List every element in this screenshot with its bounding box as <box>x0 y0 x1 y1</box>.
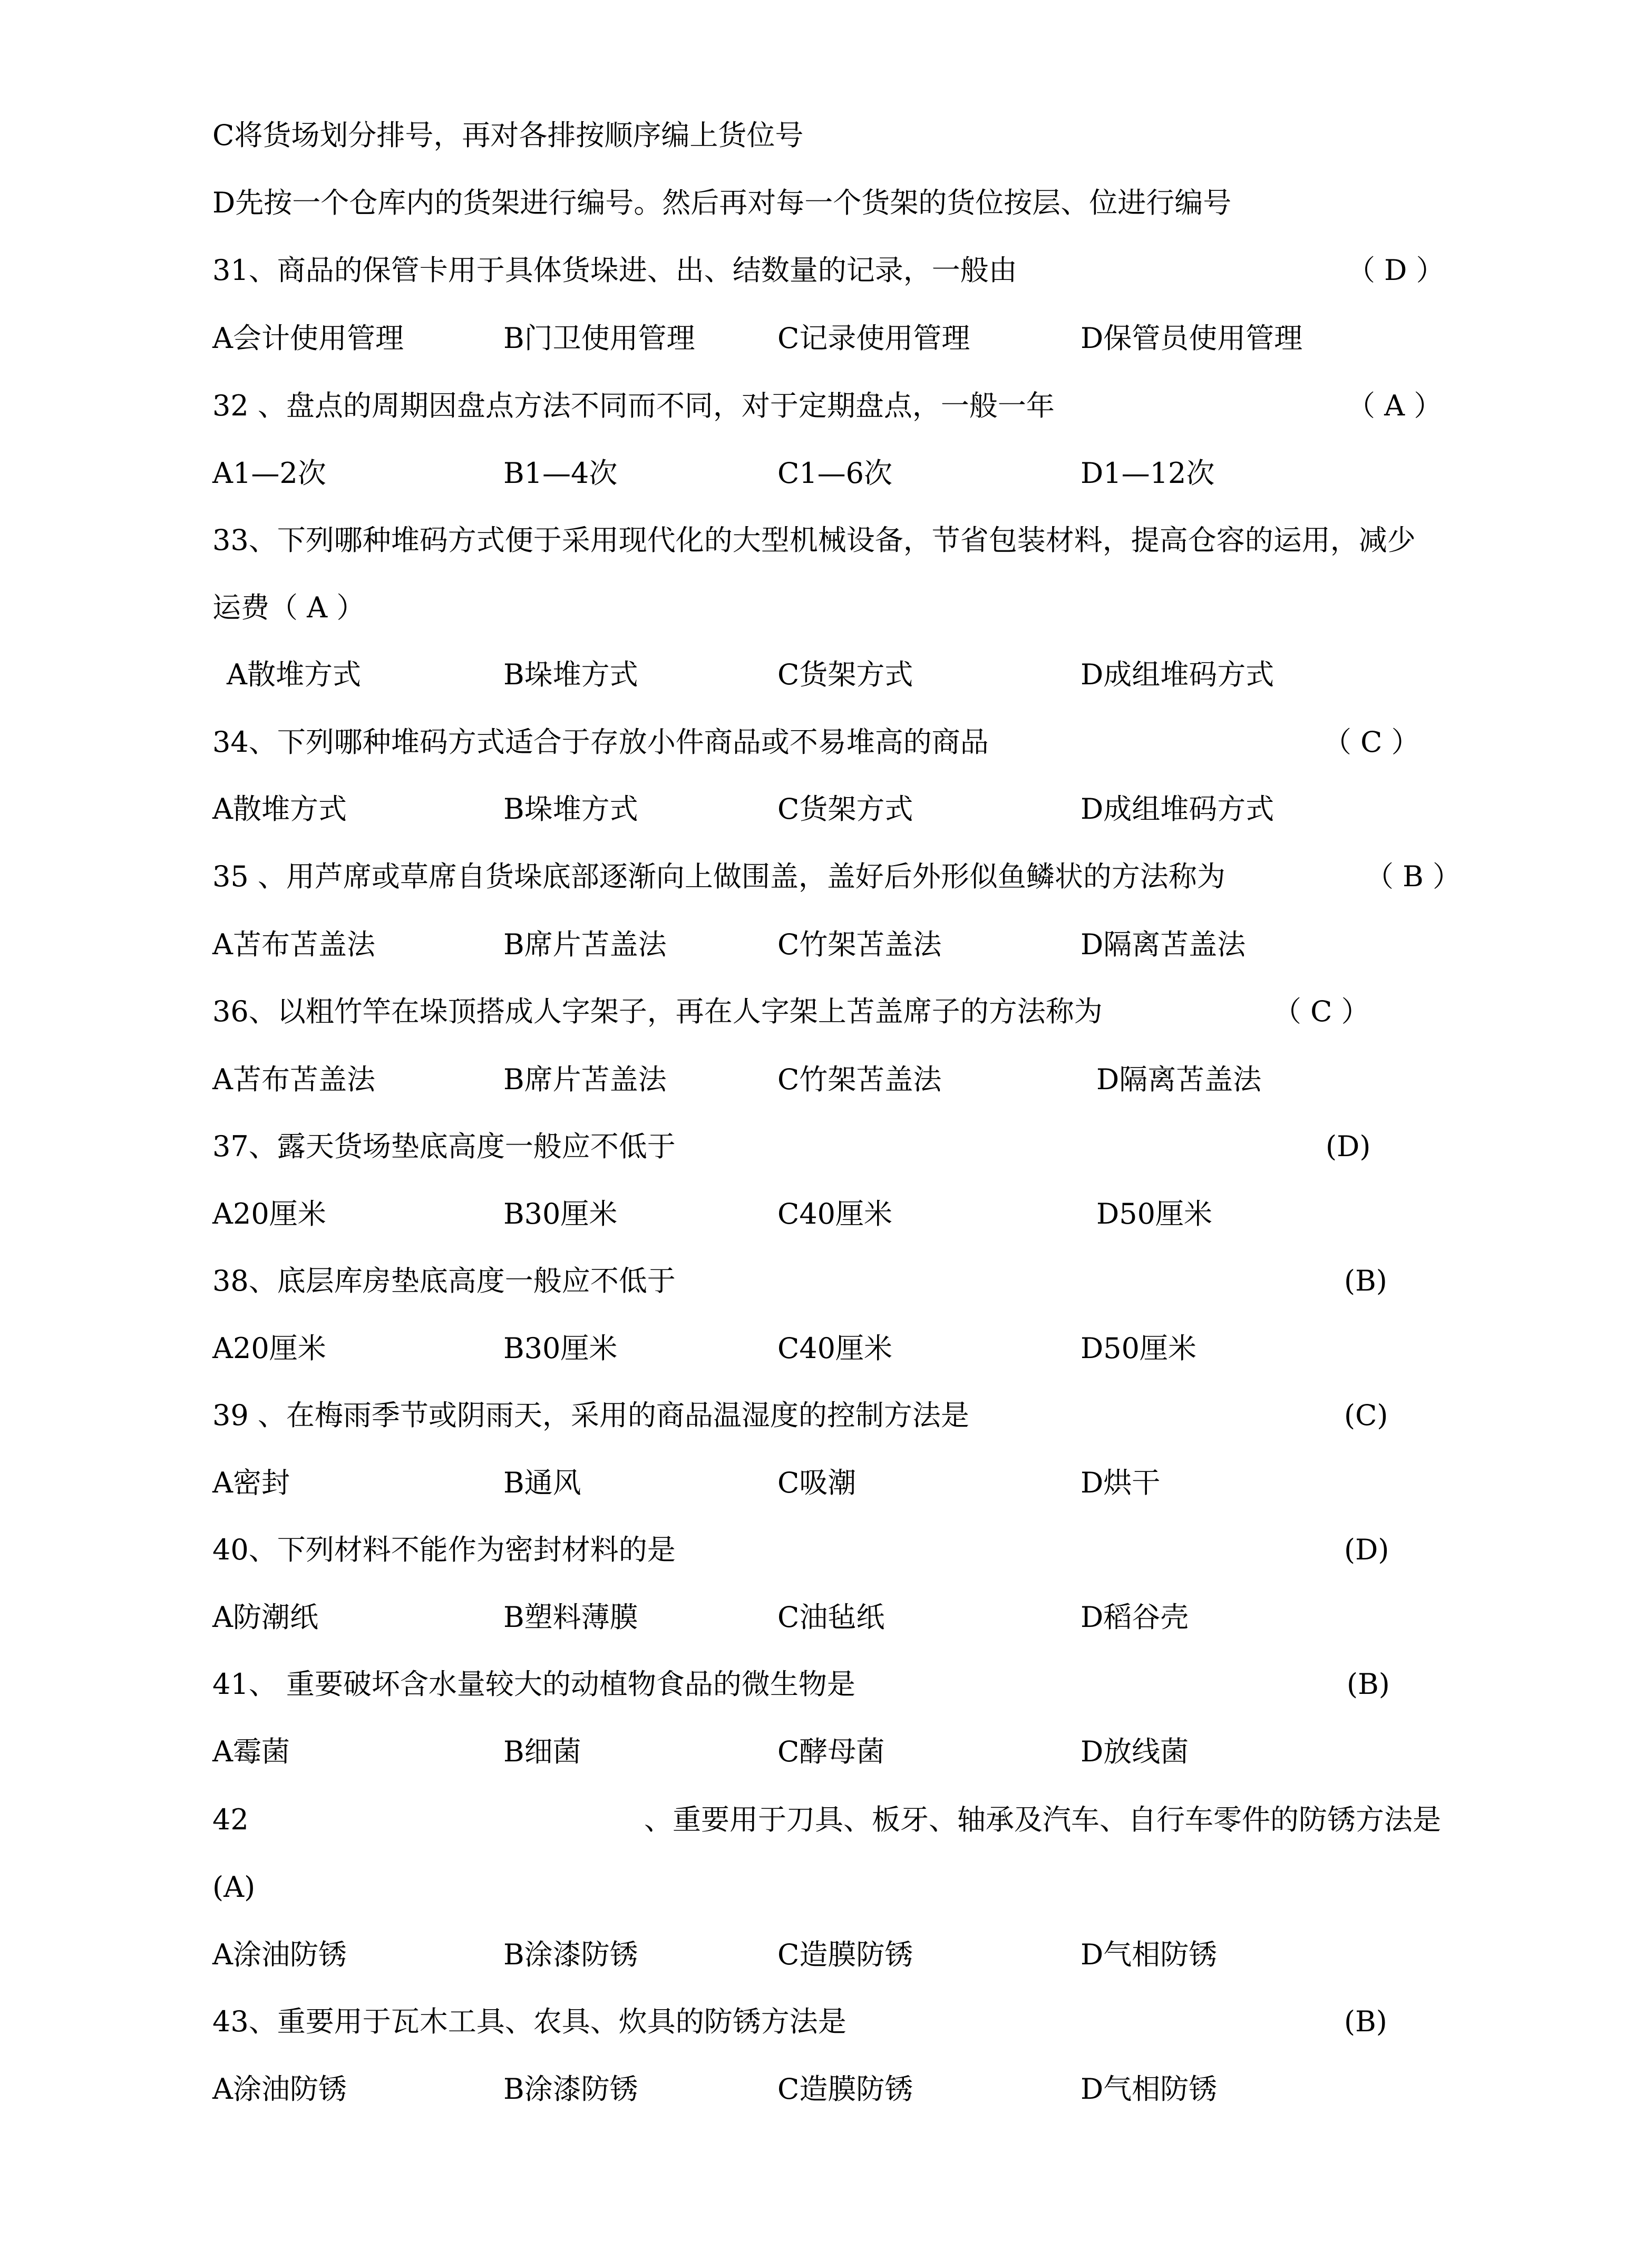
question-32-stem: 32 、盘点的周期因盘点方法不同而不同，对于定期盘点，一般一年 <box>212 389 1055 422</box>
question-34-option-c: C货架方式 <box>777 792 913 826</box>
question-39-option-d: D烘干 <box>1081 1466 1161 1499</box>
question-43-option-d: D气相防锈 <box>1081 2072 1218 2106</box>
question-41-option-d: D放线菌 <box>1081 1735 1189 1768</box>
question-41-answer: (B) <box>1347 1668 1390 1701</box>
question-31-option-a: A会计使用管理 <box>212 322 404 355</box>
question-38-option-b: B30厘米 <box>503 1332 618 1365</box>
question-33-option-b: B垛堆方式 <box>503 658 638 691</box>
question-37-option-c: C40厘米 <box>777 1197 893 1230</box>
question-42-option-c: C造膜防锈 <box>777 1938 913 1971</box>
question-42-option-d: D气相防锈 <box>1081 1938 1218 1971</box>
question-36-option-a: A苫布苫盖法 <box>212 1063 375 1096</box>
question-37-option-b: B30厘米 <box>503 1197 618 1230</box>
question-42-stem: 、重要用于刀具、板牙、轴承及汽车、自行车零件的防锈方法是 <box>644 1803 1441 1836</box>
question-40-option-d: D稻谷壳 <box>1081 1601 1189 1634</box>
question-37-option-d: D50厘米 <box>1096 1197 1213 1230</box>
question-35-option-c: C竹架苫盖法 <box>777 928 942 961</box>
question-38-option-c: C40厘米 <box>777 1332 893 1365</box>
question-39-option-a: A密封 <box>212 1466 290 1499</box>
question-38-answer: (B) <box>1344 1264 1387 1297</box>
question-40-option-a: A防潮纸 <box>212 1601 318 1634</box>
question-43-option-c: C造膜防锈 <box>777 2072 913 2106</box>
question-37-stem: 37、露天货场垫底高度一般应不低于 <box>212 1130 676 1163</box>
question-38-option-d: D50厘米 <box>1081 1332 1197 1365</box>
question-41-option-a: A霉菌 <box>212 1735 290 1768</box>
question-34-option-d: D成组堆码方式 <box>1081 792 1274 826</box>
question-31-option-c: C记录使用管理 <box>777 322 970 355</box>
question-36-stem: 36、以粗竹竿在垛顶搭成人字架子，再在人字架上苫盖席子的方法称为 <box>212 995 1103 1028</box>
question-40-option-c: C油毡纸 <box>777 1601 885 1634</box>
question-34-option-a: A散堆方式 <box>212 792 347 826</box>
question-35-answer: （ B ） <box>1365 860 1462 893</box>
question-35-stem: 35 、用芦席或草席自货垛底部逐渐向上做围盖，盖好后外形似鱼鳞状的方法称为 <box>212 860 1225 893</box>
question-42-number: 42 <box>212 1803 249 1836</box>
question-31-option-b: B门卫使用管理 <box>503 322 695 355</box>
question-32-option-a: A1—2次 <box>212 457 326 490</box>
option-d-continued: D先按一个仓库内的货架进行编号。然后再对每一个货架的货位按层、位进行编号 <box>212 186 1232 219</box>
question-42-answer: (A) <box>212 1870 256 1904</box>
question-32-option-b: B1—4次 <box>503 457 618 490</box>
question-39-option-b: B通风 <box>503 1466 581 1499</box>
question-37-answer: (D) <box>1326 1130 1371 1163</box>
question-39-option-c: C吸潮 <box>777 1466 857 1499</box>
question-43-option-a: A涂油防锈 <box>212 2072 347 2106</box>
question-33-option-d: D成组堆码方式 <box>1081 658 1274 691</box>
question-31-answer: （ D ） <box>1347 254 1445 287</box>
question-32-option-d: D1—12次 <box>1081 457 1215 490</box>
question-35-option-d: D隔离苫盖法 <box>1081 928 1246 961</box>
question-33-option-c: C货架方式 <box>777 658 913 691</box>
question-31-option-d: D保管员使用管理 <box>1081 322 1303 355</box>
question-43-option-b: B涂漆防锈 <box>503 2072 638 2106</box>
question-36-answer: （ C ） <box>1273 995 1370 1028</box>
question-41-option-b: B细菌 <box>503 1735 581 1768</box>
question-31-stem: 31、商品的保管卡用于具体货垛进、出、结数量的记录，一般由 <box>212 254 1017 287</box>
question-43-answer: (B) <box>1344 2005 1387 2038</box>
question-38-stem: 38、底层库房垫底高度一般应不低于 <box>212 1264 676 1297</box>
question-42-option-a: A涂油防锈 <box>212 1938 347 1971</box>
question-34-stem: 34、下列哪种堆码方式适合于存放小件商品或不易堆高的商品 <box>212 725 989 759</box>
question-42-option-b: B涂漆防锈 <box>503 1938 638 1971</box>
question-39-stem: 39 、在梅雨季节或阴雨天，采用的商品温湿度的控制方法是 <box>212 1399 969 1432</box>
question-40-option-b: B塑料薄膜 <box>503 1601 638 1634</box>
question-40-answer: (D) <box>1344 1533 1389 1566</box>
question-41-option-c: C酵母菌 <box>777 1735 885 1768</box>
question-36-option-d: D隔离苫盖法 <box>1096 1063 1262 1096</box>
question-34-answer: （ C ） <box>1323 725 1420 759</box>
question-33-stem: 33、下列哪种堆码方式便于采用现代化的大型机械设备，节省包装材料，提高仓容的运用，减少 <box>212 524 1416 557</box>
question-36-option-c: C竹架苫盖法 <box>777 1063 942 1096</box>
question-36-option-b: B席片苫盖法 <box>503 1063 667 1096</box>
question-32-option-c: C1—6次 <box>777 457 893 490</box>
question-39-answer: (C) <box>1344 1399 1388 1432</box>
question-32-answer: （ A ） <box>1347 389 1443 422</box>
option-c-continued: C将货场划分排号，再对各排按顺序编上货位号 <box>212 119 804 152</box>
question-34-option-b: B垛堆方式 <box>503 792 638 826</box>
question-35-option-b: B席片苫盖法 <box>503 928 667 961</box>
question-37-option-a: A20厘米 <box>212 1197 326 1230</box>
question-41-stem: 41、 重要破坏含水量较大的动植物食品的微生物是 <box>212 1668 855 1701</box>
question-40-stem: 40、下列材料不能作为密封材料的是 <box>212 1533 676 1566</box>
question-43-stem: 43、重要用于瓦木工具、农具、炊具的防锈方法是 <box>212 2005 846 2038</box>
question-33-option-a: A散堆方式 <box>227 658 361 691</box>
question-33-stem-continued: 运费（ A ） <box>212 591 365 624</box>
question-38-option-a: A20厘米 <box>212 1332 326 1365</box>
question-35-option-a: A苫布苫盖法 <box>212 928 375 961</box>
